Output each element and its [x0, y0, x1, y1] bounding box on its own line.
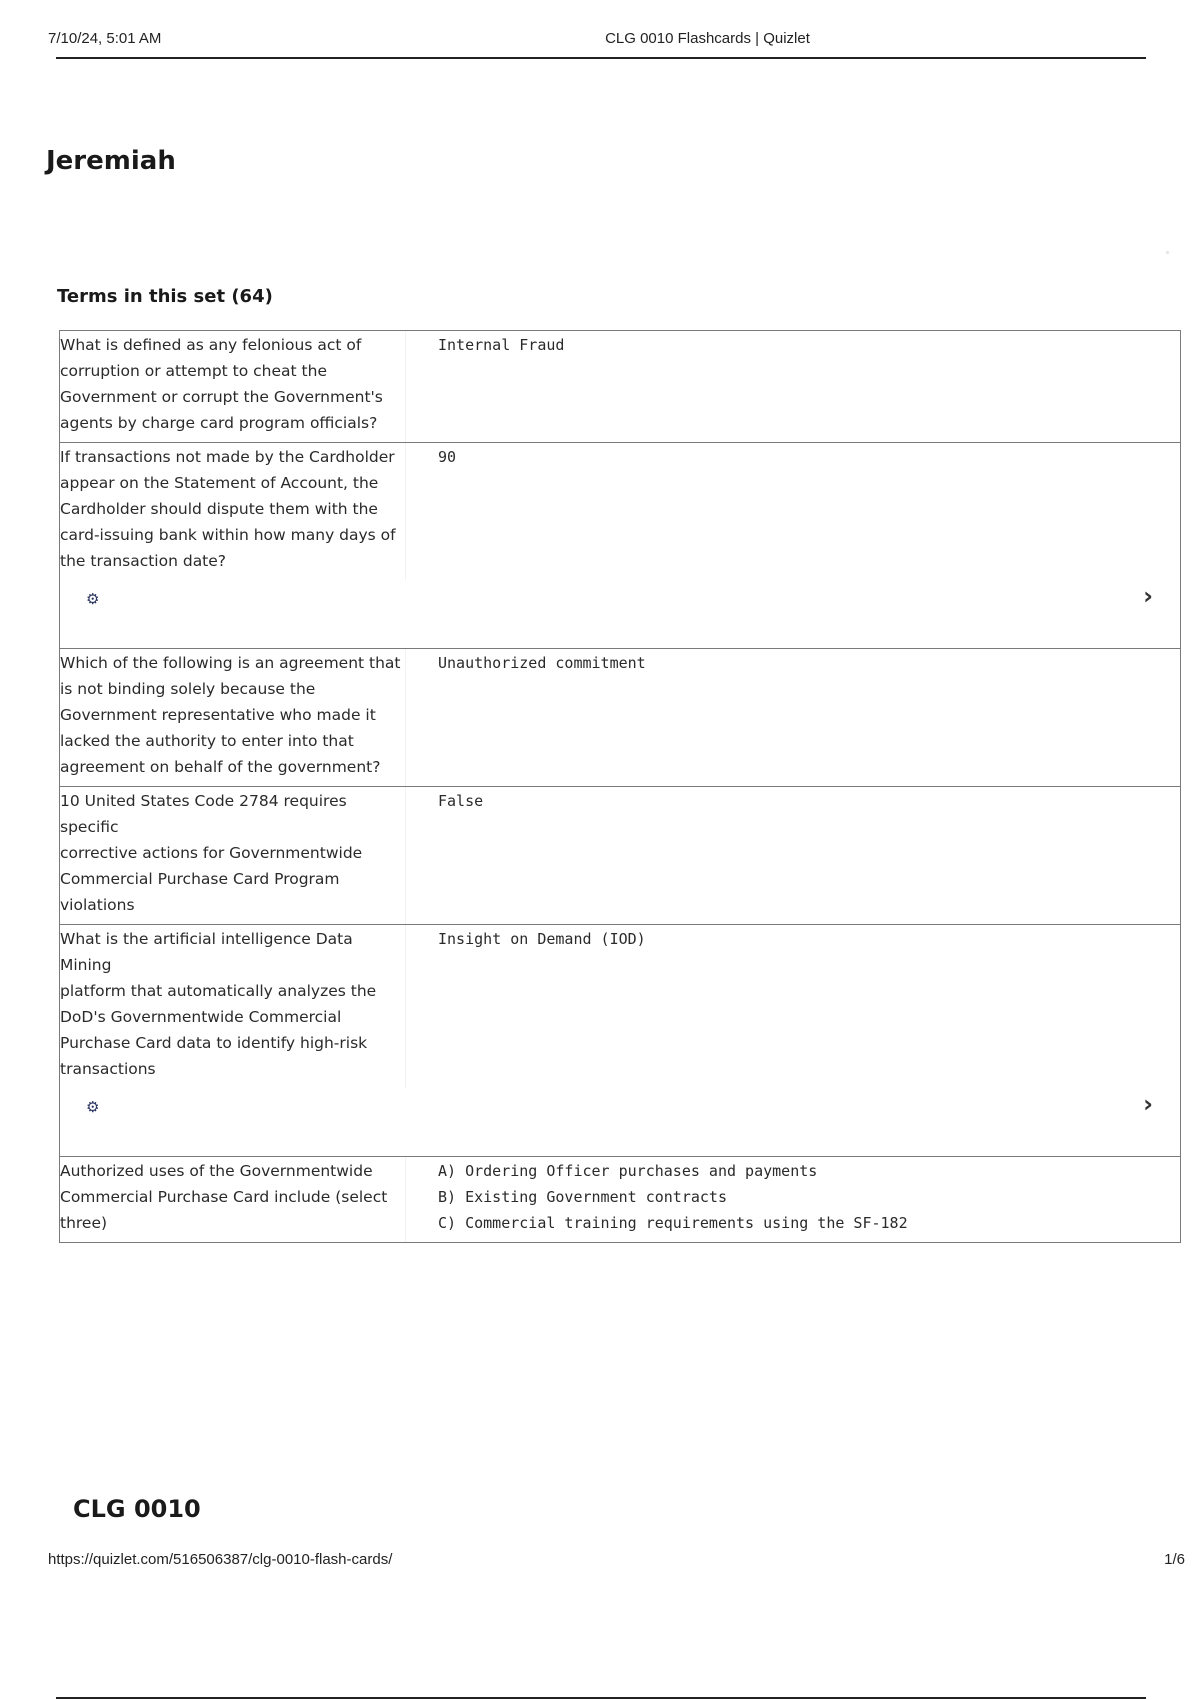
term-text: Authorized uses of the Governmentwide Commercial Purchase Card include (select three)	[60, 1157, 406, 1242]
table-row[interactable]	[60, 442, 1180, 648]
term-text: Which of the following is an agreement that is not binding solely because the Government representative who made it lacked the authority to enter into that agreement on behalf of the government?	[60, 649, 406, 786]
table-row[interactable]	[60, 648, 1180, 786]
definition-text: Internal Fraud	[438, 336, 565, 354]
page-url: https://quizlet.com/516506387/clg-0010-flash-cards/	[48, 1551, 393, 1568]
set-title: CLG 0010	[73, 1495, 201, 1523]
gear-icon[interactable]: ⚙	[86, 1098, 100, 1116]
definition-text: 90	[438, 448, 457, 466]
print-date: 7/10/24, 5:01 AM	[48, 30, 162, 47]
user-name: Jeremiah	[46, 146, 176, 176]
chevron-right-icon[interactable]: ›	[1143, 582, 1153, 610]
table-row[interactable]	[60, 331, 1180, 442]
table-row[interactable]	[60, 786, 1180, 924]
footer-divider	[56, 1697, 1146, 1699]
term-text: What is the artificial intelligence Data Mining platform that automatically analyzes the DoD's Governmentwide Commercial Purchase Card data to identify high-risk transactions	[60, 925, 406, 1088]
row-toolbar	[60, 580, 1180, 648]
definition-text: A) Ordering Officer purchases and payments B) Existing Government contracts C) Commercial training requirements using the SF-182	[438, 1162, 908, 1232]
term-text: 10 United States Code 2784 requires specific corrective actions for Governmentwide Commercial Purchase Card Program violations	[60, 787, 406, 924]
header-divider	[56, 57, 1146, 59]
definition-text: Unauthorized commitment	[438, 654, 646, 672]
row-toolbar	[60, 1088, 1180, 1156]
terms-table	[59, 330, 1181, 1243]
chevron-right-icon[interactable]: ›	[1143, 1090, 1153, 1118]
terms-heading: Terms in this set (64)	[57, 286, 273, 307]
page-number: 1/6	[1164, 1551, 1185, 1568]
decorative-dot	[1166, 251, 1169, 254]
print-page-title: CLG 0010 Flashcards | Quizlet	[605, 30, 810, 47]
term-text: What is defined as any felonious act of corruption or attempt to cheat the Government or corrupt the Government's agents by charge card program officials?	[60, 331, 406, 442]
gear-icon[interactable]: ⚙	[86, 590, 100, 608]
definition-text: False	[438, 792, 484, 810]
term-text: If transactions not made by the Cardholder appear on the Statement of Account, the Cardholder should dispute them with the card-issuing bank within how many days of the transaction date?	[60, 443, 406, 580]
table-row[interactable]	[60, 1156, 1180, 1242]
definition-text: Insight on Demand (IOD)	[438, 930, 646, 948]
table-row[interactable]	[60, 924, 1180, 1156]
